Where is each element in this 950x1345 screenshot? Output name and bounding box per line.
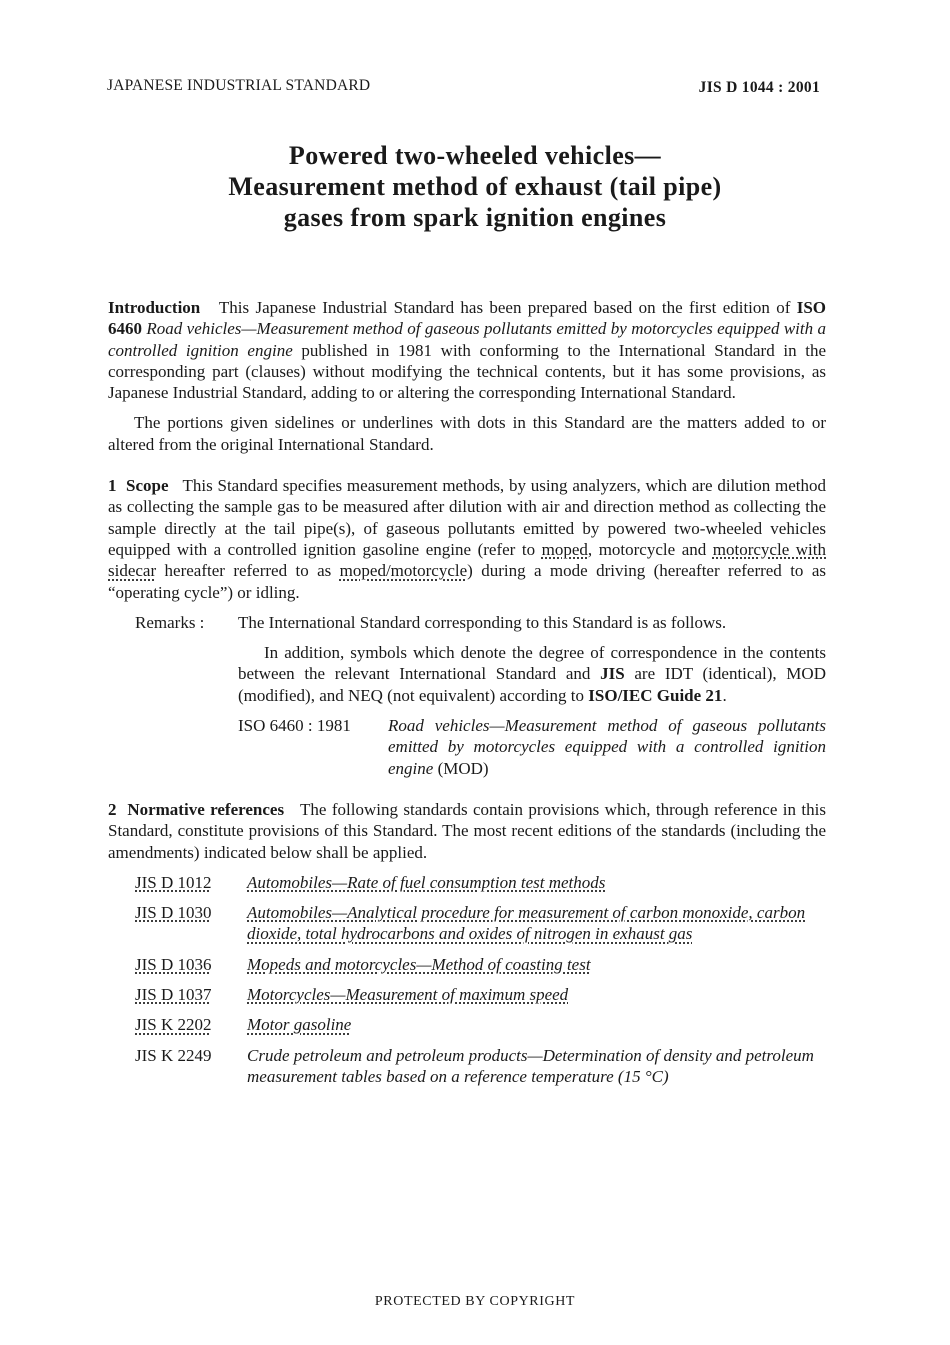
iso-reference: ISO 6460 <box>108 298 826 339</box>
normative-references-list <box>135 872 826 1087</box>
title-line-1: Powered two-wheeled vehicles— <box>288 141 662 170</box>
remarks-paragraph-1: The International Standard corresponding to this Standard is as follows. <box>238 612 727 632</box>
reference-title: Automobiles—Rate of fuel consumption test methods <box>247 872 606 892</box>
document-body <box>108 297 826 1087</box>
iso-title: Road vehicles—Measurement method of gaseous pollutants emitted by motorcycles equipped with a controlled ignition engine <box>108 319 826 360</box>
remarks-block <box>108 612 826 633</box>
reference-row <box>135 1036 826 1088</box>
normative-number: 2 <box>108 799 117 819</box>
document-title <box>0 140 950 233</box>
scope-number: 1 <box>108 476 117 496</box>
reference-code: JIS D 1037 <box>135 985 212 1005</box>
title-line-2: Measurement method of exhaust (tail pipe) <box>228 172 722 201</box>
sidecar-term: motorcycle with sidecar <box>108 539 827 581</box>
reference-code: JIS D 1036 <box>135 954 212 974</box>
reference-row <box>135 893 826 945</box>
title-line-3: gases from spark ignition engines <box>283 203 667 232</box>
copyright-footer: PROTECTED BY COPYRIGHT <box>374 1294 576 1309</box>
reference-row <box>135 1005 826 1035</box>
reference-row <box>135 945 826 975</box>
remarks-block-2 <box>108 642 826 706</box>
introduction-paragraph-1: Introduction This Japanese Industrial Standard has been prepared based on the first edition of ISO 6460 Road vehicles—Measurement method of gaseous pollutants emitted by motorcycles equipped with a controlled ignition engine published in 1981 with conforming to the International Standard in the corresponding part (clauses) without modifying the technical contents, but it has some provisions, as Japanese Industrial Standard, adding to or altering the corresponding International Standard. <box>108 298 826 403</box>
reference-title: Motorcycles—Measurement of maximum speed <box>247 985 569 1005</box>
reference-row <box>135 872 826 893</box>
reference-title: Mopeds and motorcycles—Method of coasting test <box>247 954 591 974</box>
remarks-paragraph-2: In addition, symbols which denote the degree of correspondence in the contents between the relevant International Standard and JIS are IDT (identical), MOD (modified), and NEQ (not equivalent) according to ISO/IEC Guide 21. <box>238 643 826 705</box>
scope-paragraph: 1 Scope This Standard specifies measurement methods, by using analyzers, which are dilution method as collecting the sample gas to be measured after dilution with air and direction method as collecting the sample directly at the tail pipe(s), of gaseous pollutants emitted by powered two-wheeled vehicles equipped with a controlled ignition gasoline engine (refer to moped, motorcycle and motorcycle with sidecar hereafter referred to as moped/motorcycle) during a mode driving (hereafter referred to as “operating cycle”) or idling. <box>108 476 827 602</box>
introduction-paragraph-2: The portions given sidelines or underlines with dots in this Standard are the matters added to or altered from the original International Standard. <box>108 413 826 454</box>
remarks-label: Remarks : <box>135 612 205 632</box>
reference-code: JIS K 2202 <box>135 1015 212 1035</box>
normative-paragraph: 2 Normative references The following standards contain provisions which, through reference in this Standard, constitute provisions of this Standard. The most recent editions of the standards (including the amendments) indicated below shall be applied. <box>108 799 826 862</box>
reference-title: Automobiles—Analytical procedure for measurement of carbon monoxide, carbon dioxide, total hydrocarbons and oxides of nitrogen in exhaust gas <box>247 903 806 944</box>
header-standard-number: JIS D 1044 : 2001 <box>698 79 820 96</box>
scope-heading: Scope <box>126 476 169 496</box>
normative-heading: Normative references <box>127 799 285 819</box>
moped-term: moped <box>541 539 588 559</box>
iso-title-entry: Road vehicles—Measurement method of gaseous pollutants emitted by motorcycles equipped with a controlled ignition engine (MOD) <box>388 716 826 778</box>
reference-row <box>135 975 826 1005</box>
reference-title: Motor gasoline <box>247 1015 352 1035</box>
reference-code: JIS D 1012 <box>135 872 212 892</box>
reference-title: Crude petroleum and petroleum products—Determination of density and petroleum measurement tables based on a reference temperature (15 °C) <box>247 1045 814 1086</box>
moped-motorcycle-term: moped/motorcycle <box>339 561 468 581</box>
iso-correspondence-row <box>108 715 826 779</box>
introduction-heading: Introduction <box>108 298 201 317</box>
reference-code: JIS K 2249 <box>135 1045 212 1065</box>
header-standard-type: JAPANESE INDUSTRIAL STANDARD <box>107 77 371 94</box>
reference-code: JIS D 1030 <box>135 903 212 923</box>
iso-code: ISO 6460 : 1981 <box>238 716 351 736</box>
